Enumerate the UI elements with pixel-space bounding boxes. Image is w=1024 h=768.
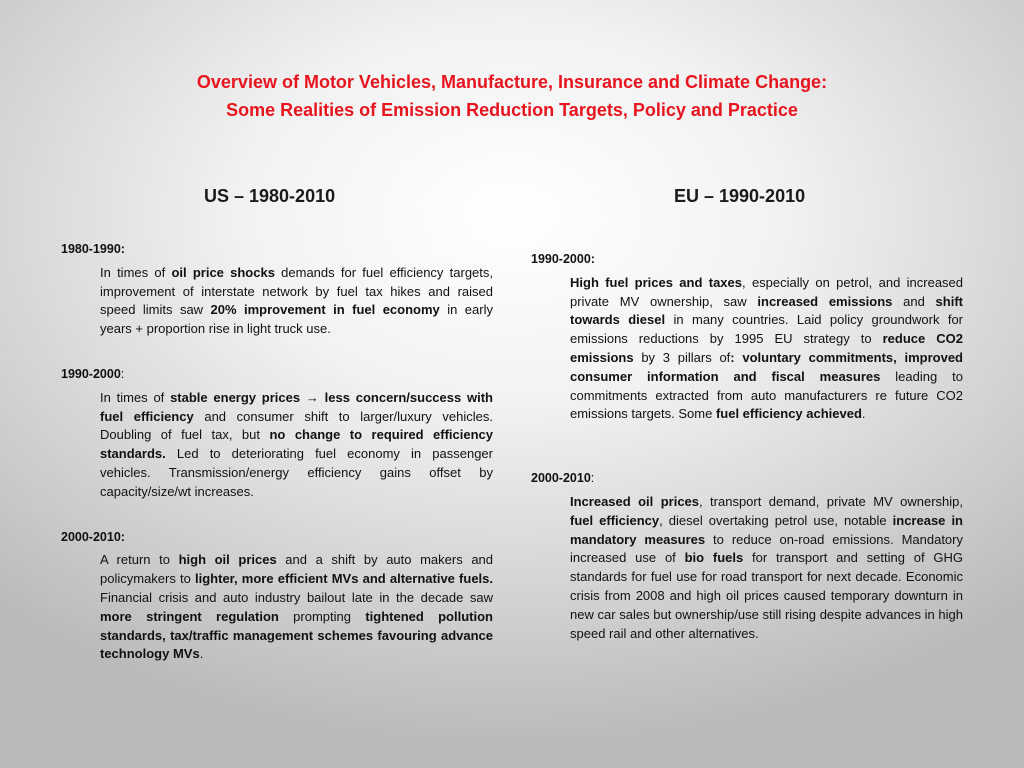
emphasis-text: tightened pollution standards, tax/traffic management schemes favouring advance technology MVs (100, 608, 493, 662)
title-line-2: Some Realities of Emission Reduction Targets, Policy and Practice (226, 100, 798, 120)
body-text: In times of (100, 264, 172, 280)
body-text: , especially on petrol, and increased private MV ownership, saw (570, 274, 964, 309)
emphasis-text: 20% improvement in fuel economy (210, 302, 440, 318)
emphasis-text: high oil prices (178, 552, 277, 568)
slide-title (0, 68, 1024, 124)
emphasis-text: Increased oil prices (570, 493, 700, 509)
body-text: in early years + proportion rise in light truck use. (100, 302, 493, 337)
emphasis-text: fuel efficiency (570, 512, 660, 528)
body-text: in many countries. Laid policy groundwork for emissions reductions by 1995 EU strategy to (570, 312, 963, 347)
emphasis-text: increased emissions (757, 293, 893, 309)
us-column (61, 240, 493, 664)
us-section-1980-1990 (61, 240, 493, 339)
period-label: 2000-2010: (61, 529, 125, 544)
section-body (100, 551, 493, 664)
emphasis-text: fuel efficiency achieved (715, 406, 862, 422)
body-text: In times of (100, 389, 171, 405)
emphasis-text: stable energy prices → less concern/success with fuel efficiency (100, 389, 493, 424)
emphasis-text: increase in mandatory measures (570, 512, 963, 547)
period-label: 1990-2000: (61, 366, 125, 381)
emphasis-text: oil price shocks (171, 264, 275, 280)
body-text: and consumer shift to larger/luxury vehicles. Doubling of fuel tax, but (100, 408, 493, 443)
period-label: 1990-2000: (531, 252, 595, 266)
emphasis-text: bio fuels (684, 550, 744, 566)
emphasis-text: lighter, more efficient MVs and alternative fuels. (195, 571, 494, 587)
emphasis-text: High fuel prices and taxes (570, 274, 742, 290)
emphasis-text: more stringent regulation (100, 608, 279, 624)
eu-column (531, 250, 963, 643)
title-line-1: Overview of Motor Vehicles, Manufacture, Insurance and Climate Change: (196, 72, 828, 92)
section-body (570, 493, 963, 643)
us-column-heading: US – 1980-2010 (204, 186, 336, 206)
body-text: Led to deteriorating fuel economy in passenger vehicles. Transmission/energy efficiency gains offset by capacity/size/wt increases. (100, 446, 493, 499)
period-label: 1980-1990: (61, 242, 125, 256)
body-text: and (892, 293, 936, 309)
body-text: . (199, 646, 204, 662)
eu-section-2000-2010 (531, 469, 963, 643)
section-body (570, 274, 963, 424)
emphasis-text: no change to required efficiency standards. (100, 427, 493, 462)
section-body (100, 264, 493, 339)
section-body (100, 389, 493, 502)
body-text: , diesel overtaking petrol use, notable (659, 512, 893, 528)
body-text: leading to commitments extracted from auto manufacturers re future CO2 emissions targets. Some (570, 368, 963, 422)
emphasis-text: shift towards diesel (570, 293, 963, 328)
body-text: prompting (278, 608, 366, 624)
body-text: and a shift by auto makers and policymakers to (100, 552, 494, 587)
body-text: for transport and setting of GHG standards for fuel use for road transport for next decade. Economic crisis from 2008 and high oil prices caused temporary downturn in new car sales but ownership/use still rising despite advances in high speed rail and other alternatives. (570, 550, 964, 641)
body-text: . (861, 406, 866, 422)
us-section-1990-2000 (61, 365, 493, 502)
body-text: A return to (100, 552, 179, 568)
us-section-2000-2010 (61, 528, 493, 665)
body-text: Financial crisis and auto industry bailout late in the decade saw (100, 589, 493, 605)
emphasis-text: reduce CO2 emissions (570, 331, 963, 365)
body-text: , transport demand, private MV ownership, (699, 493, 963, 509)
eu-column-heading: EU – 1990-2010 (674, 186, 806, 206)
body-text: demands for fuel efficiency targets, improvement of interstate network by fuel tax hikes and raised speed limits saw (100, 264, 494, 318)
body-text: by 3 pillars of (633, 349, 731, 365)
emphasis-text: : voluntary commitments, improved consumer information and fiscal measures (570, 349, 963, 384)
period-label: 2000-2010: (531, 471, 595, 486)
body-text: to reduce on-road emissions. Mandatory increased use of (570, 531, 963, 566)
eu-section-1990-2000 (531, 250, 963, 424)
